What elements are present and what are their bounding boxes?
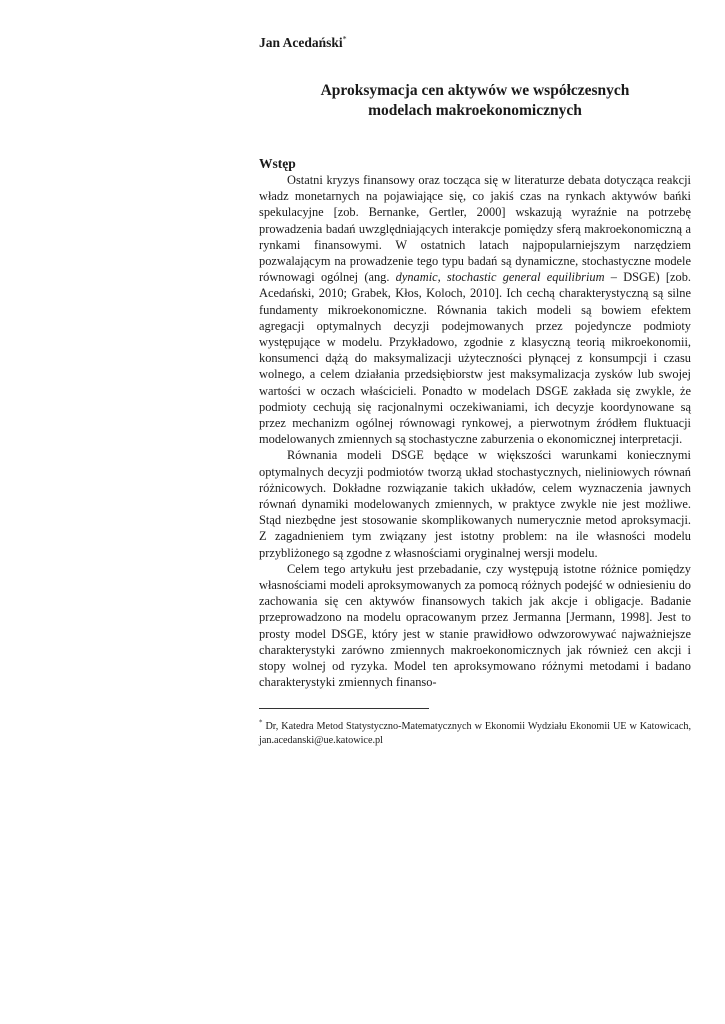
author-name [259,34,691,51]
footnote-divider [259,708,429,709]
paragraph-1-part-a: Ostatni kryzys finansowy oraz tocząca się w literaturze debata dotycząca reakcji władz monetarnych na pojawiające się, co jakiś czas na rynkach aktywów bańki spekulacyjne [zob. Bernanke, Gertler, 2000] wskazują wyraźnie na potrzebę prowadzenia badań uwzględniających interakcje pomiędzy sferą makroekonomiczną a rynkami finansowymi. W ostatnich latach najpopularniejszym narzędziem pozwalającym na prowadzenie tego typu badań są dynamiczne, stochastyczne modele równowagi ogólnej (ang. [259,173,691,285]
paragraph-3: Celem tego artykułu jest przebadanie, czy występują istotne różnice pomiędzy własnościami modeli aproksymowanych za pomocą różnych podejść w odniesieniu do zachowania się cen aktywów finansowych takich jak akcje i obligacje. Badanie przeprowadzono na modelu opracowanym przez Jermanna [Jermann, 1998]. Jest to prosty model DSGE, który jest w stanie prawidłowo odwzorowywać najważniejsze charakterystyki zarówno zmiennych makroekonomicznych jak również cen akcji i stopy wolnej od ryzyka. Model ten aproksymowano różnymi metodami i badano charakterystyki zmiennych finanso- [259,561,691,690]
paper-title [259,81,691,121]
paragraph-2: Równania modeli DSGE będące w większości warunkami koniecznymi optymalnych decyzji podmiotów tworzą układ stochastycznych, nieliniowych równań różnicowych. Dokładne rozwiązanie takich układów, celem wyznaczenia jawnych równań dynamiki modelowanych zmiennych, w praktyce zwykle nie jest możliwe. Stąd niezbędne jest stosowanie skomplikowanych numerycznie metod aproksymacji. Z zagadnieniem tym związany jest istotny problem: na ile własności modelu przybliżonego są zgodne z własnościami oryginalnej wersji modelu. [259,448,691,560]
footnote-mark: * [259,718,263,727]
paragraph-1-italic: dynamic, stochastic general equilibrium [395,270,605,285]
author-text: Jan Acedański [259,35,343,50]
footnote-text: Dr, Katedra Metod Statystyczno-Matematycznych w Ekonomii Wydziału Ekonomii UE w Katowicach, jan.acedanski@ue.katowice.pl [259,720,691,746]
title-line-2: modelach makroekonomicznych [368,102,582,119]
title-line-1: Aproksymacja cen aktywów we współczesnych [320,82,630,99]
paragraph-1-part-b: – DSGE) [zob. Acedański, 2010; Grabek, Kłos, Koloch, 2010]. Ich cechą charakterystyczną są silne fundamenty mikroekonomiczne. Równania takich modeli są bowiem efektem agregacji optymalnych decyzji podejmowanych przez pojedyncze podmioty występujące w modelu. Przykładowo, zgodnie z klasyczną teorią mikroekonomii, konsumenci dążą do maksymalizacji użyteczności płynącej z konsumpcji i czasu wolnego, a celem działania przedsiębiorstw jest maksymalizacja zysków lub swojej wartości w oczach właścicieli. Ponadto w modelach DSGE zakłada się zwykle, że podmioty cechują się racjonalnymi oczekiwaniami, ich decyzje koordynowane są przez mechanizm ogólnej równowagi rynkowej, a pierwotnym źródłem fluktuacji modelowanych zmiennych są stochastyczne zaburzenia o ekonomicznej interpretacji. [259,270,691,447]
author-footnote-mark: * [342,34,347,44]
page-content [259,34,691,749]
section-heading: Wstęp [259,156,296,171]
body-text [259,172,691,691]
footnote [259,720,691,749]
paragraph-1 [259,172,691,447]
